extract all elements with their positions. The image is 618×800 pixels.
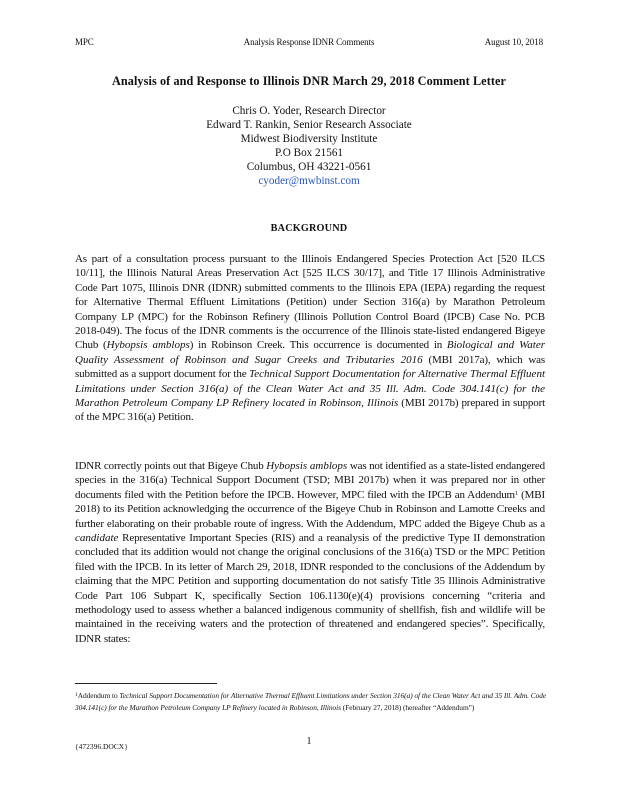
p1-report-title-1: Biological and Water Quality Assessment of Robinson and Sugar Creeks and Tributaries 2016: [75, 339, 545, 366]
footnote-reference[interactable]: 1: [514, 489, 519, 497]
author-block: [0, 104, 618, 188]
p2-text-2: was not identified as a state-listed endangered species in the 316(a) Technical Support Document (TSD; MBI 2017b) when it was prepared nor in other documents filed with the Petition before the IPCB. However, MPC filed with the IPCB an Addendum: [75, 460, 545, 501]
p1-text-4: (MBI 2017b) prepared in support of the MPC 316(a) Petition.: [75, 397, 545, 424]
po-box: P.O Box 21561: [274, 147, 344, 159]
document-number: {472396.DOCX}: [75, 742, 128, 751]
author-name: Chris O. Yoder, Research Director: [232, 105, 386, 117]
header-center: Analysis Response IDNR Comments: [243, 37, 375, 47]
p1-species: Hybopsis amblops: [106, 339, 190, 352]
p2-text-3: (MBI 2018) to its Petition acknowledging the occurrence of the Bigeye Chub in Robinson and Lamotte Creeks and further elaborating on their probable route of ingress. With the Addendum, MPC added the Bigeye Chub as a: [75, 488, 545, 530]
header-left: MPC: [75, 37, 94, 47]
email-link[interactable]: cyoder@mwbinst.com: [258, 175, 360, 187]
p2-candidate: candidate: [75, 532, 119, 545]
footnote: [75, 690, 550, 713]
section-heading: BACKGROUND: [270, 223, 348, 234]
paragraph-2: [75, 459, 545, 646]
organization: Midwest Biodiversity Institute: [240, 133, 378, 145]
city-address: Columbus, OH 43221-0561: [246, 161, 372, 173]
p1-text-1: As part of a consultation process pursuant to the Illinois Endangered Species Protection Act [520 ILCS 10/11], the Illinois Natural Areas Preservation Act [525 ILCS 30/17], and Title 17 Illinois Administrative Code Part 1075, Illinois DNR (IDNR) submitted comments to the Illinois EPA (IEPA) regarding the request for Alternative Thermal Effluent Limitations (Petition) under Section 316(a) by Marathon Petroleum Company LP (MPC) for the Robinson Refinery (Illinois Pollution Control Board (IPCB) Case No. PCB 2018-049). The focus of the IDNR comments is the occurrence of the Illinois state-listed endangered Bigeye Chub (: [75, 253, 545, 352]
paragraph-1: [75, 252, 545, 425]
footnote-title: Technical Support Documentation for Alternative Thermal Effluent Limitations under Section 316(a) of the Clean Water Act and 35 Ill. Adm. Code 304.141(c) for the Marathon Petroleum Company LP Refinery located in Robinson, Illinois: [75, 691, 547, 712]
footnote-text-2: (February 27, 2018) (hereafter “Addendum”): [341, 702, 475, 712]
p2-species: Hybopsis amblops: [266, 460, 348, 472]
p2-text-4: Representative Important Species (RIS) and a reanalysis of the predictive Type II demonstration concluded that its addition would not change the original conclusions of the 316(a) TSD or the MPC Petition filed with the IPCB. In its letter of March 29, 2018, IDNR responded to the conclusions of the Addendum by claiming that the MPC Petition and supporting documentation do not satisfy Title 35 Illinois Administrative Code Part 106 Subpart K, specifically Section 106.1130(e)(4) provisions concerning “criteria and methodology used to assess whether a balanced indigenous community of shellfish, fish and wildlife will be maintained in the receiving waters and the protection of threatened and endangered species”. Specifically, IDNR states:: [75, 532, 545, 645]
p2-text-1: IDNR correctly points out that Bigeye Chub: [75, 460, 267, 472]
document-title: Analysis of and Response to Illinois DNR March 29, 2018 Comment Letter: [111, 74, 507, 88]
footnote-divider: [75, 683, 217, 684]
footnote-number: 1: [75, 692, 78, 698]
coauthor-name: Edward T. Rankin, Senior Research Associate: [206, 119, 412, 131]
p1-text-3: (MBI 2017a), which was submitted as a support document for the: [75, 353, 546, 381]
header-right: August 10, 2018: [484, 37, 543, 47]
p1-report-title-2: Technical Support Documentation for Alternative Thermal Effluent Limitations under Section 316(a) of the Clean Water Act and 35 Ill. Adm. Code 304.141(c) for the Marathon Petroleum Company LP Refinery located in Robinson, Illinois: [75, 368, 545, 410]
page-number: 1: [306, 736, 312, 747]
p1-text-2: ) in Robinson Creek. This occurrence is documented in: [189, 339, 447, 352]
footnote-text-1: Addendum to: [77, 691, 120, 700]
